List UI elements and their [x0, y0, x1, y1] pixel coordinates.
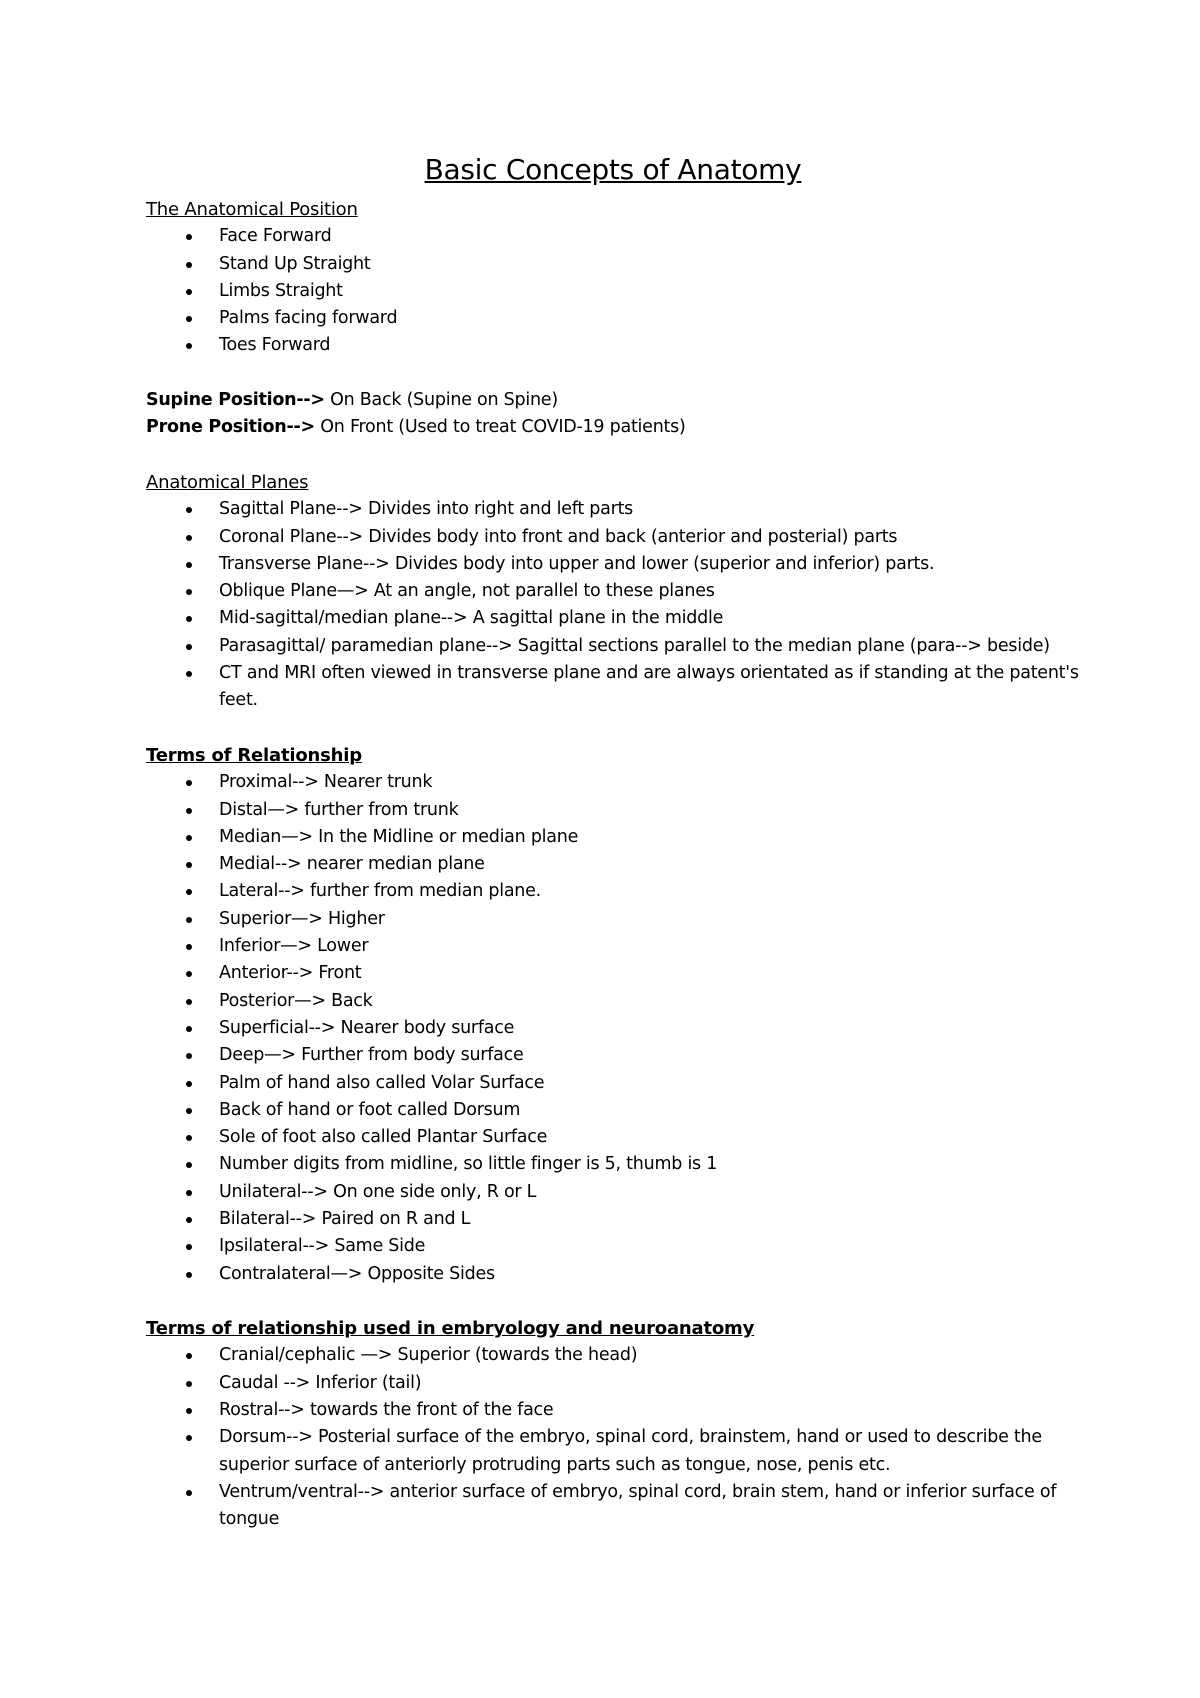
list-item-text: Ventrum/ventral--> anterior surface of embryo, spinal cord, brain stem, hand or inferior surface of tongue [219, 1481, 1057, 1530]
bullet-icon [186, 644, 192, 650]
list-item [219, 1424, 1080, 1479]
supine-text: On Back (Supine on Spine) [324, 390, 558, 411]
list-item [219, 223, 1080, 250]
bullet-icon [186, 289, 192, 295]
list-item [219, 1124, 1080, 1151]
bullet-icon [186, 1381, 192, 1387]
bullet-icon [186, 1408, 192, 1414]
list-item-text: Palms facing forward [219, 308, 398, 329]
list-item [219, 1233, 1080, 1260]
list-item-text: Mid-sagittal/median plane--> A sagittal plane in the middle [219, 608, 724, 629]
bullet-icon [186, 1053, 192, 1059]
bullet-list [146, 223, 1080, 359]
list-item-text: Coronal Plane--> Divides body into front and back (anterior and posterial) parts [219, 526, 898, 547]
list-item [219, 278, 1080, 305]
list-item [219, 851, 1080, 878]
list-item [219, 1370, 1080, 1397]
list-item-text: Superior—> Higher [219, 908, 385, 929]
bullet-icon [186, 1108, 192, 1114]
list-item-text: Parasagittal/ paramedian plane--> Sagittal sections parallel to the median plane (para--> beside) [219, 635, 1050, 656]
section-positions [146, 387, 1080, 442]
bullet-icon [186, 671, 192, 677]
list-item-text: Stand Up Straight [219, 253, 371, 274]
list-item [219, 933, 1080, 960]
list-item-text: CT and MRI often viewed in transverse plane and are always orientated as if standing at the patent's feet. [219, 663, 1079, 711]
bullet-icon [186, 1026, 192, 1032]
bullet-icon [186, 1081, 192, 1087]
list-item-text: Deep—> Further from body surface [219, 1045, 524, 1066]
list-item [219, 878, 1080, 905]
bullet-icon [186, 971, 192, 977]
list-item-text: Face Forward [219, 226, 332, 247]
list-item [219, 988, 1080, 1015]
bullet-icon [186, 917, 192, 923]
list-item-text: Superficial--> Nearer body surface [219, 1017, 515, 1038]
list-item-text: Distal—> further from trunk [219, 799, 459, 820]
list-item [219, 906, 1080, 933]
list-item [219, 660, 1080, 715]
bullet-icon [186, 1135, 192, 1141]
list-item [219, 332, 1080, 359]
bullet-icon [186, 889, 192, 895]
bullet-icon [186, 944, 192, 950]
section-heading: Terms of relationship used in embryology and neuroanatomy [146, 1318, 755, 1340]
prone-text: On Front (Used to treat COVID-19 patients) [314, 417, 686, 438]
list-item-text: Proximal--> Nearer trunk [219, 772, 433, 793]
spacer [146, 360, 1080, 387]
section-embryology-terms [146, 1315, 1080, 1533]
list-item [219, 1015, 1080, 1042]
list-item-text: Sagittal Plane--> Divides into right and left parts [219, 499, 634, 520]
bullet-icon [186, 862, 192, 868]
list-item-text: Medial--> nearer median plane [219, 854, 485, 875]
bullet-icon [186, 262, 192, 268]
bullet-icon [186, 1217, 192, 1223]
list-item-text: Caudal --> Inferior (tail) [219, 1372, 422, 1393]
list-item [219, 551, 1080, 578]
list-item [219, 496, 1080, 523]
bullet-icon [186, 316, 192, 322]
bullet-icon [186, 616, 192, 622]
list-item [219, 633, 1080, 660]
bullet-icon [186, 808, 192, 814]
list-item [219, 251, 1080, 278]
list-item [219, 305, 1080, 332]
spacer [146, 1288, 1080, 1315]
spacer [146, 715, 1080, 742]
bullet-icon [186, 562, 192, 568]
list-item-text: Sole of foot also called Plantar Surface [219, 1127, 548, 1148]
prone-label: Prone Position--> [146, 417, 315, 438]
bullet-icon [186, 780, 192, 786]
list-item-text: Bilateral--> Paired on R and L [219, 1208, 471, 1229]
list-item-text: Inferior—> Lower [219, 936, 369, 957]
section-heading: Anatomical Planes [146, 471, 309, 493]
list-item-text: Anterior--> Front [219, 963, 362, 984]
list-item-text: Rostral--> towards the front of the face [219, 1400, 554, 1421]
bullet-list [146, 769, 1080, 1288]
bullet-icon [186, 1353, 192, 1359]
list-item [219, 1097, 1080, 1124]
list-item-text: Back of hand or foot called Dorsum [219, 1099, 521, 1120]
bullet-icon [186, 1435, 192, 1441]
bullet-icon [186, 343, 192, 349]
section-terms-of-relationship [146, 742, 1080, 1288]
supine-label: Supine Position--> [146, 390, 325, 411]
bullet-icon [186, 507, 192, 513]
list-item [219, 824, 1080, 851]
list-item [219, 797, 1080, 824]
bullet-icon [186, 835, 192, 841]
bullet-list [146, 496, 1080, 714]
list-item [219, 1342, 1080, 1369]
list-item [219, 1151, 1080, 1178]
section-heading: The Anatomical Position [146, 199, 358, 220]
list-item [219, 960, 1080, 987]
list-item [219, 605, 1080, 632]
list-item [219, 524, 1080, 551]
bullet-icon [186, 1244, 192, 1250]
list-item-text: Limbs Straight [219, 280, 343, 301]
list-item-text: Transverse Plane--> Divides body into upper and lower (superior and inferior) parts. [219, 553, 935, 574]
list-item [219, 1070, 1080, 1097]
bullet-icon [186, 1162, 192, 1168]
list-item [219, 1042, 1080, 1069]
bullet-icon [186, 1190, 192, 1196]
list-item-text: Number digits from midline, so little finger is 5, thumb is 1 [219, 1154, 718, 1175]
bullet-icon [186, 589, 192, 595]
list-item-text: Ipsilateral--> Same Side [219, 1236, 426, 1257]
bullet-icon [186, 1490, 192, 1496]
list-item-text: Unilateral--> On one side only, R or L [219, 1181, 537, 1202]
bullet-icon [186, 234, 192, 240]
page-title: Basic Concepts of Anatomy [424, 153, 802, 186]
list-item-text: Posterior—> Back [219, 990, 373, 1011]
list-item-text: Oblique Plane—> At an angle, not parallel to these planes [219, 581, 715, 602]
list-item [219, 769, 1080, 796]
bullet-icon [186, 999, 192, 1005]
list-item-text: Dorsum--> Posterial surface of the embryo, spinal cord, brainstem, hand or used to describe the superior surface of anteriorly protruding parts such as tongue, nose, penis etc. [219, 1427, 1042, 1475]
section-anatomical-planes [146, 469, 1080, 715]
spacer [146, 442, 1080, 469]
section-heading: Terms of Relationship [146, 744, 362, 766]
bullet-list [146, 1342, 1080, 1533]
list-item [219, 1206, 1080, 1233]
list-item-text: Lateral--> further from median plane. [219, 881, 541, 902]
list-item [219, 578, 1080, 605]
bullet-icon [186, 535, 192, 541]
list-item [219, 1397, 1080, 1424]
list-item [219, 1479, 1080, 1534]
list-item-text: Cranial/cephalic —> Superior (towards the head) [219, 1345, 638, 1366]
list-item [219, 1179, 1080, 1206]
list-item-text: Palm of hand also called Volar Surface [219, 1072, 545, 1093]
list-item-text: Contralateral—> Opposite Sides [219, 1263, 495, 1284]
supine-line [146, 387, 1080, 414]
section-anatomical-position [146, 196, 1080, 360]
list-item [219, 1261, 1080, 1288]
prone-line [146, 414, 1080, 441]
bullet-icon [186, 1272, 192, 1278]
list-item-text: Median—> In the Midline or median plane [219, 826, 579, 847]
list-item-text: Toes Forward [219, 335, 331, 356]
